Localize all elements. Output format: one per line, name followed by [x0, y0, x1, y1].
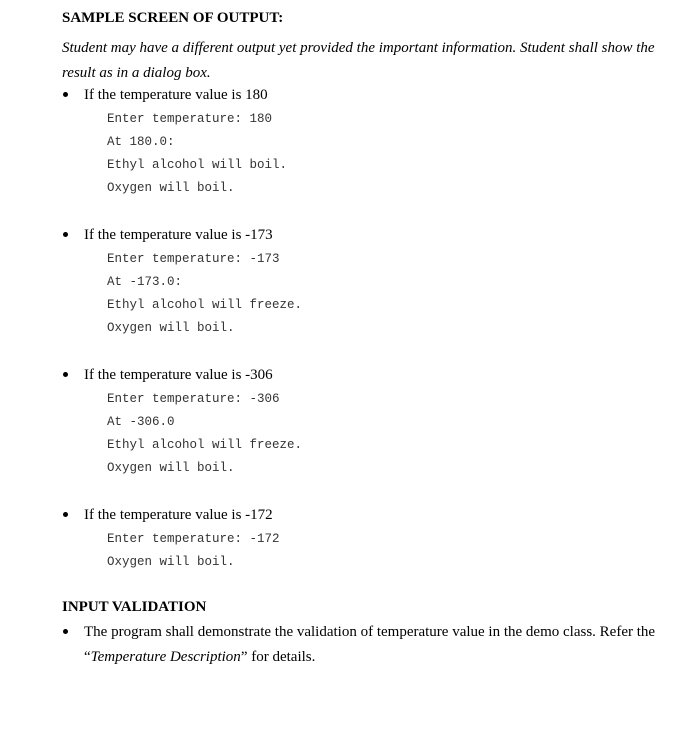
- intro-text: Student may have a different output yet provided the important information. Student shall show the: [62, 40, 655, 56]
- bullet-icon: [63, 92, 68, 97]
- bullet-icon: [63, 372, 68, 377]
- console-output-line: Enter temperature: -306: [107, 392, 280, 406]
- section-heading: SAMPLE SCREEN OF OUTPUT:: [62, 10, 284, 26]
- console-output-line: Enter temperature: 180: [107, 112, 273, 126]
- console-output-line: At -173.0:: [107, 275, 183, 289]
- console-output-line: Enter temperature: -173: [107, 252, 280, 266]
- reference-title: Temperature Description: [90, 649, 241, 665]
- validation-text: The program shall demonstrate the validation of temperature value in the demo class. Refer the: [84, 624, 656, 640]
- console-output-line: Ethyl alcohol will boil.: [107, 158, 288, 172]
- case-label: If the temperature value is -306: [84, 367, 273, 383]
- console-output-line: Enter temperature: -172: [107, 532, 280, 546]
- intro-text: result as in a dialog box.: [62, 65, 211, 81]
- case-label: If the temperature value is 180: [84, 87, 268, 103]
- reference-suffix: ” for details.: [240, 649, 316, 665]
- bullet-icon: [63, 232, 68, 237]
- console-output-line: Oxygen will boil.: [107, 321, 235, 335]
- console-output-line: Oxygen will boil.: [107, 461, 235, 475]
- console-output-line: Oxygen will boil.: [107, 555, 235, 569]
- console-output-line: At 180.0:: [107, 135, 175, 149]
- case-label: If the temperature value is -172: [84, 507, 273, 523]
- validation-text-cont: [84, 648, 315, 666]
- console-output-line: Oxygen will boil.: [107, 181, 235, 195]
- bullet-icon: [63, 629, 68, 634]
- console-output-line: Ethyl alcohol will freeze.: [107, 438, 303, 452]
- console-output-line: At -306.0: [107, 415, 175, 429]
- open-quote: “: [84, 649, 91, 665]
- bullet-icon: [63, 512, 68, 517]
- console-output-line: Ethyl alcohol will freeze.: [107, 298, 303, 312]
- case-label: If the temperature value is -173: [84, 227, 273, 243]
- validation-heading: INPUT VALIDATION: [62, 599, 207, 615]
